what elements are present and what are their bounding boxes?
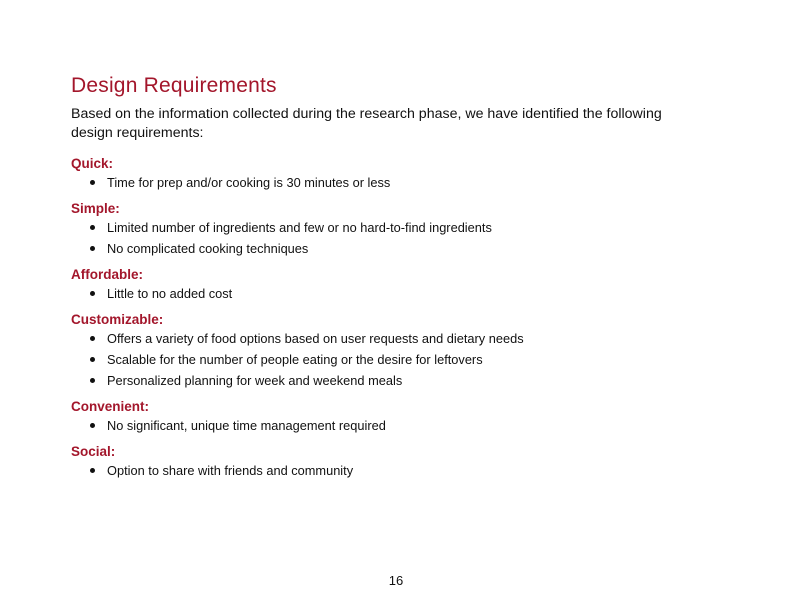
section-heading: Simple:: [71, 201, 120, 216]
bullet-item: [71, 463, 721, 479]
bullet-text: Option to share with friends and community: [107, 463, 354, 478]
section-heading: Affordable:: [71, 267, 143, 282]
section-heading: Customizable:: [71, 312, 164, 327]
requirement-section-customizable: [71, 311, 721, 389]
bullet-text: Limited number of ingredients and few or no hard-to-find ingredients: [107, 220, 492, 235]
requirement-section-affordable: [71, 266, 721, 302]
bullet-text: Personalized planning for week and weekend meals: [107, 373, 403, 388]
bullet-item: [71, 175, 721, 191]
requirement-section-quick: [71, 155, 721, 191]
bullet-list: [71, 220, 721, 257]
page-number: 16: [388, 573, 404, 588]
bullet-item: [71, 286, 721, 302]
requirement-section-convenient: [71, 398, 721, 434]
document-page: [71, 72, 721, 484]
bullet-list: [71, 331, 721, 389]
bullet-item: [71, 220, 721, 236]
requirement-section-social: [71, 443, 721, 479]
bullet-item: [71, 352, 721, 368]
bullet-list: [71, 418, 721, 434]
bullet-icon: [90, 246, 95, 251]
bullet-item: [71, 418, 721, 434]
bullet-icon: [90, 357, 95, 362]
bullet-list: [71, 463, 721, 479]
bullet-icon: [90, 378, 95, 383]
section-heading: Quick:: [71, 156, 114, 171]
bullet-text: Scalable for the number of people eating or the desire for leftovers: [107, 352, 483, 367]
bullet-text: Offers a variety of food options based on user requests and dietary needs: [107, 331, 524, 346]
bullet-item: [71, 373, 721, 389]
bullet-text: No significant, unique time management required: [107, 418, 386, 433]
intro-paragraph: Based on the information collected during the research phase, we have identified the following design requirements:: [71, 106, 662, 141]
requirement-section-simple: [71, 200, 721, 257]
requirements-list: [71, 155, 721, 479]
bullet-icon: [90, 468, 95, 473]
bullet-icon: [90, 423, 95, 428]
bullet-text: Time for prep and/or cooking is 30 minutes or less: [107, 175, 391, 190]
bullet-list: [71, 175, 721, 191]
page-title: Design Requirements: [71, 74, 277, 97]
bullet-text: No complicated cooking techniques: [107, 241, 309, 256]
bullet-text: Little to no added cost: [107, 286, 233, 301]
bullet-icon: [90, 225, 95, 230]
section-heading: Convenient:: [71, 399, 150, 414]
section-heading: Social:: [71, 444, 116, 459]
bullet-item: [71, 241, 721, 257]
bullet-item: [71, 331, 721, 347]
bullet-icon: [90, 336, 95, 341]
bullet-icon: [90, 180, 95, 185]
bullet-icon: [90, 291, 95, 296]
bullet-list: [71, 286, 721, 302]
